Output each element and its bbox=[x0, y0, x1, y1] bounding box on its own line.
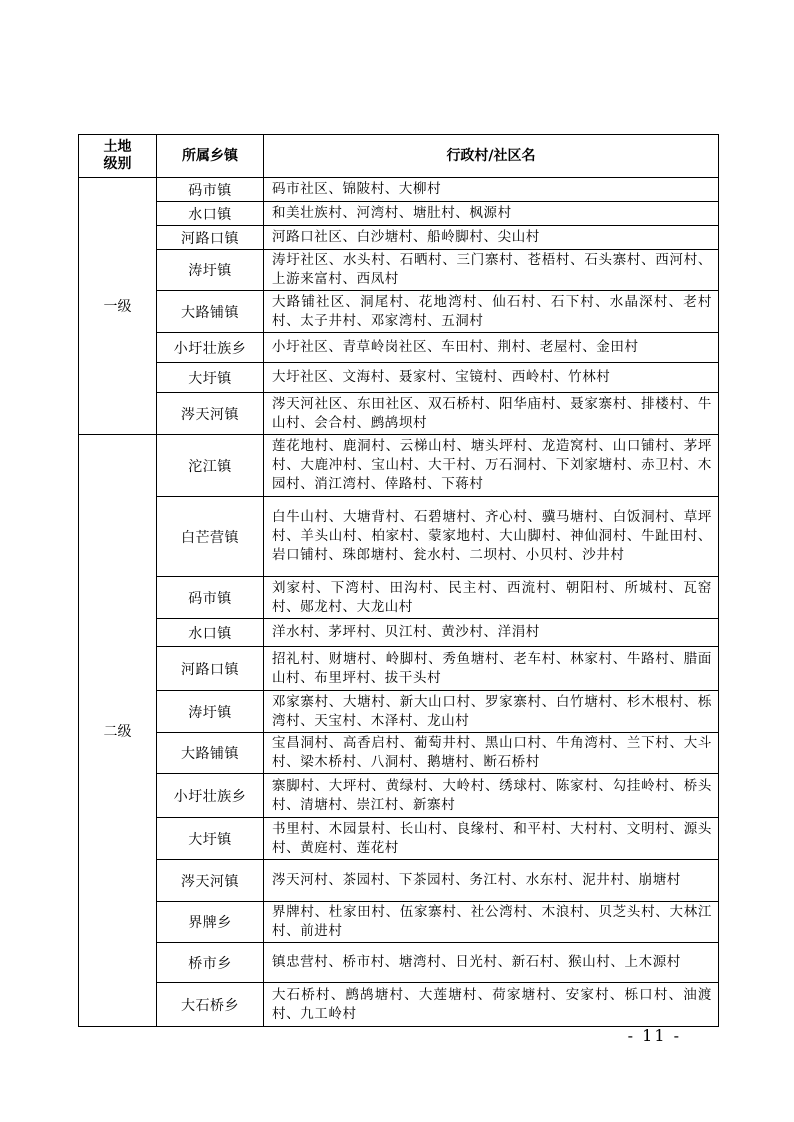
villages-cell: 码市社区、锦陂村、大柳村 bbox=[264, 178, 719, 202]
town-cell: 涔天河镇 bbox=[157, 860, 264, 902]
table-row bbox=[79, 902, 719, 943]
villages-cell: 书里村、木园景村、长山村、良缘村、和平村、大村村、文明村、源头村、黄庭村、莲花村 bbox=[264, 818, 719, 860]
land-level-cell: 一级 bbox=[79, 178, 157, 435]
table-row bbox=[79, 691, 719, 733]
table-row bbox=[79, 943, 719, 983]
table-row bbox=[79, 291, 719, 333]
villages-cell: 寨脚村、大坪村、黄绿村、大岭村、绣球村、陈家村、勾挂岭村、桥头村、清塘村、崇江村、新寨村 bbox=[264, 774, 719, 818]
town-cell: 桥市乡 bbox=[157, 943, 264, 983]
table-row bbox=[79, 435, 719, 497]
town-cell: 水口镇 bbox=[157, 202, 264, 226]
table-row bbox=[79, 178, 719, 202]
table-row bbox=[79, 226, 719, 250]
town-cell: 界牌乡 bbox=[157, 902, 264, 943]
villages-cell: 河路口社区、白沙塘村、船岭脚村、尖山村 bbox=[264, 226, 719, 250]
villages-cell: 涛圩社区、水头村、石晒村、三门寨村、苍梧村、石头寨村、西河村、上游来富村、西凤村 bbox=[264, 250, 719, 291]
town-cell: 大圩镇 bbox=[157, 363, 264, 393]
villages-cell: 莲花地村、鹿洞村、云梯山村、塘头坪村、龙造窝村、山口铺村、茅坪村、大鹿冲村、宝山村、大干村、万石洞村、下刘家塘村、赤卫村、木园村、消江湾村、倖路村、下蒋村 bbox=[264, 435, 719, 497]
villages-cell: 界牌村、杜家田村、伍家寨村、社公湾村、木浪村、贝芝头村、大林江村、前进村 bbox=[264, 902, 719, 943]
table-row bbox=[79, 774, 719, 818]
town-cell: 大圩镇 bbox=[157, 818, 264, 860]
villages-cell: 洋水村、茅坪村、贝江村、黄沙村、洋涓村 bbox=[264, 619, 719, 647]
villages-cell: 镇忠营村、桥市村、塘湾村、日光村、新石村、猴山村、上木源村 bbox=[264, 943, 719, 983]
table-row bbox=[79, 860, 719, 902]
villages-cell: 大圩社区、文海村、聂家村、宝镜村、西岭村、竹林村 bbox=[264, 363, 719, 393]
villages-cell: 邓家寨村、大塘村、新大山口村、罗家寨村、白竹塘村、杉木根村、栎湾村、天宝村、木泽村、龙山村 bbox=[264, 691, 719, 733]
villages-cell: 和美壮族村、河湾村、塘肚村、枫源村 bbox=[264, 202, 719, 226]
town-cell: 大路铺镇 bbox=[157, 733, 264, 774]
table-row bbox=[79, 497, 719, 577]
header-land-level-line1: 土地 bbox=[103, 139, 132, 155]
town-cell: 小圩壮族乡 bbox=[157, 774, 264, 818]
villages-cell: 涔天河社区、东田社区、双石桥村、阳华庙村、聂家寨村、排楼村、牛山村、会合村、鹧鸪坝村 bbox=[264, 393, 719, 435]
table-row bbox=[79, 393, 719, 435]
town-cell: 涛圩镇 bbox=[157, 250, 264, 291]
villages-cell: 白牛山村、大塘背村、石碧塘村、齐心村、骥马塘村、白饭洞村、草坪村、羊头山村、柏家村、蒙家地村、大山脚村、神仙洞村、牛趾田村、岩口铺村、珠郎塘村、瓮水村、二坝村、小贝村、沙井村 bbox=[264, 497, 719, 577]
land-level-table bbox=[78, 134, 719, 1027]
table-row bbox=[79, 250, 719, 291]
table-row bbox=[79, 733, 719, 774]
town-cell: 河路口镇 bbox=[157, 226, 264, 250]
table-body bbox=[79, 178, 719, 1027]
villages-cell: 刘家村、下湾村、田沟村、民主村、西流村、朝阳村、所城村、瓦窑村、郧龙村、大龙山村 bbox=[264, 577, 719, 619]
town-cell: 小圩壮族乡 bbox=[157, 333, 264, 363]
town-cell: 涔天河镇 bbox=[157, 393, 264, 435]
land-level-cell: 二级 bbox=[79, 435, 157, 1027]
town-cell: 河路口镇 bbox=[157, 647, 264, 691]
town-cell: 大石桥乡 bbox=[157, 983, 264, 1027]
villages-cell: 涔天河村、茶园村、下茶园村、务江村、水东村、泥井村、崩塘村 bbox=[264, 860, 719, 902]
villages-cell: 招礼村、财塘村、岭脚村、秀鱼塘村、老车村、林家村、牛路村、腊面山村、布里坪村、拔干头村 bbox=[264, 647, 719, 691]
villages-cell: 小圩社区、青草岭岗社区、车田村、荆村、老屋村、金田村 bbox=[264, 333, 719, 363]
table-row bbox=[79, 333, 719, 363]
table-row bbox=[79, 983, 719, 1027]
page-number: - 11 - bbox=[627, 1026, 681, 1045]
town-cell: 码市镇 bbox=[157, 577, 264, 619]
table-row bbox=[79, 363, 719, 393]
town-cell: 涛圩镇 bbox=[157, 691, 264, 733]
town-cell: 大路铺镇 bbox=[157, 291, 264, 333]
header-villages: 行政村/社区名 bbox=[264, 135, 719, 178]
header-land-level-line2: 级别 bbox=[103, 156, 132, 172]
table-row bbox=[79, 818, 719, 860]
town-cell: 白芒营镇 bbox=[157, 497, 264, 577]
table-row bbox=[79, 577, 719, 619]
table-row bbox=[79, 619, 719, 647]
villages-cell: 大路铺社区、洞尾村、花地湾村、仙石村、石下村、水晶深村、老村村、太子井村、邓家湾村、五洞村 bbox=[264, 291, 719, 333]
header-row bbox=[79, 135, 719, 178]
villages-cell: 大石桥村、鹧鸪塘村、大莲塘村、荷家塘村、安家村、栎口村、油渡村、九工岭村 bbox=[264, 983, 719, 1027]
header-land-level bbox=[79, 135, 157, 178]
town-cell: 码市镇 bbox=[157, 178, 264, 202]
header-town: 所属乡镇 bbox=[157, 135, 264, 178]
town-cell: 水口镇 bbox=[157, 619, 264, 647]
table-row bbox=[79, 202, 719, 226]
town-cell: 沱江镇 bbox=[157, 435, 264, 497]
table-row bbox=[79, 647, 719, 691]
villages-cell: 宝昌洞村、高香启村、葡萄井村、黑山口村、牛角湾村、兰下村、大斗村、梁木桥村、八洞村、鹅塘村、断石桥村 bbox=[264, 733, 719, 774]
